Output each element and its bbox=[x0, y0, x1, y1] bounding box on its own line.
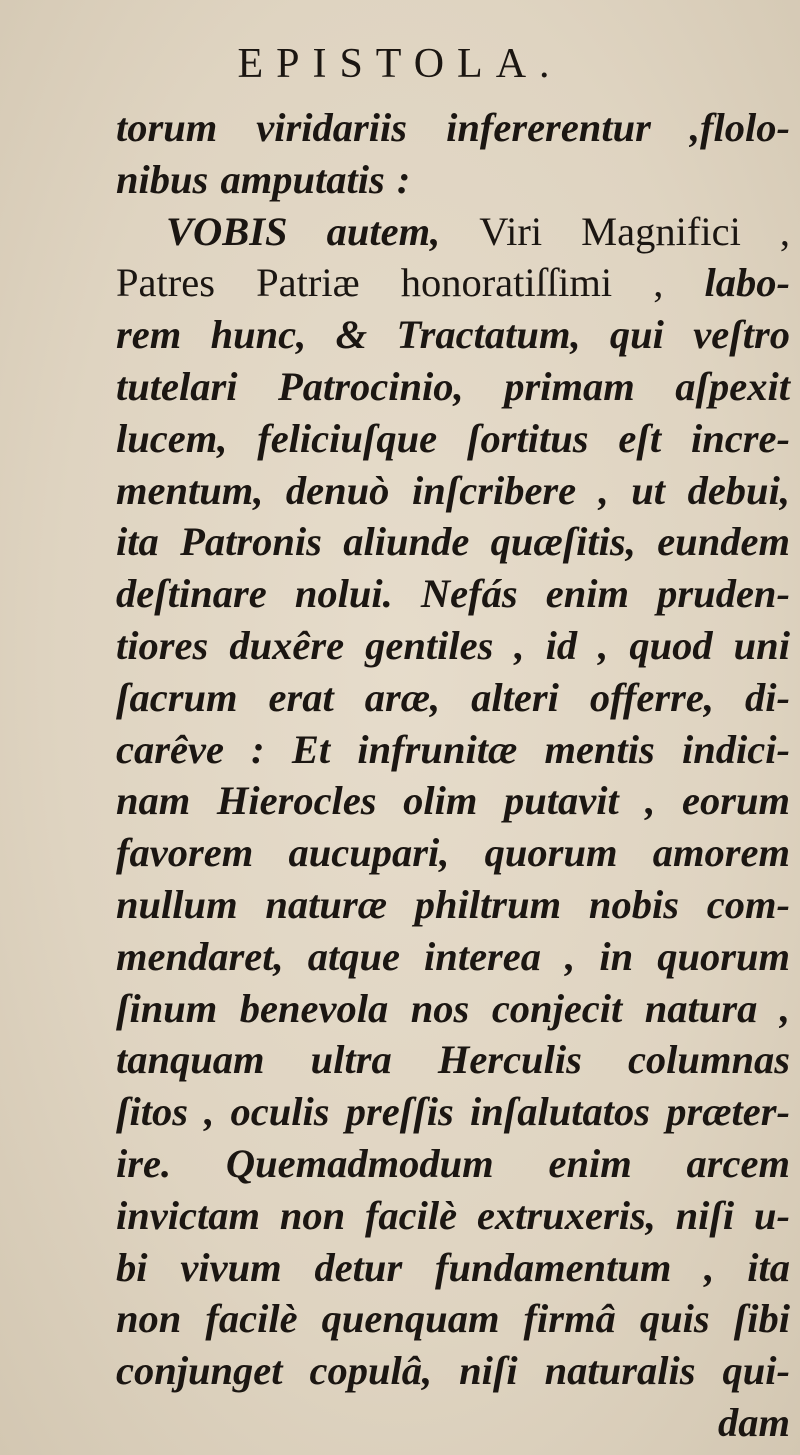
word: ita bbox=[747, 1244, 790, 1290]
word: olim bbox=[403, 778, 478, 824]
word: ſinum bbox=[116, 985, 218, 1031]
word: Quemadmodum bbox=[225, 1140, 494, 1186]
word: enim bbox=[548, 1140, 632, 1186]
word: nobis bbox=[588, 881, 679, 927]
word: gentiles bbox=[365, 622, 494, 668]
word: oculis bbox=[230, 1089, 330, 1135]
word: & bbox=[335, 312, 368, 358]
word: quenquam bbox=[321, 1296, 500, 1342]
word: incre- bbox=[690, 415, 790, 461]
word: , bbox=[704, 1244, 715, 1290]
word: aſpexit bbox=[675, 363, 790, 409]
word: : bbox=[396, 156, 411, 202]
word: qui bbox=[609, 312, 664, 358]
word: mendaret, bbox=[116, 933, 284, 979]
text-line bbox=[116, 931, 790, 983]
word: facilè bbox=[364, 1192, 458, 1238]
word: VOBIS bbox=[166, 208, 288, 254]
word: putavit bbox=[503, 778, 619, 824]
word: inſcribere bbox=[411, 467, 577, 513]
word: natura bbox=[644, 985, 758, 1031]
word: duxêre bbox=[229, 622, 345, 668]
word: non bbox=[116, 1296, 182, 1342]
text-line bbox=[116, 102, 790, 154]
text-line bbox=[116, 724, 790, 776]
word: vivum bbox=[180, 1244, 282, 1290]
word: firmâ bbox=[523, 1296, 616, 1342]
word: atque bbox=[307, 933, 400, 979]
word: erat bbox=[268, 674, 334, 720]
word: torum bbox=[116, 105, 218, 150]
word: infrunitæ bbox=[357, 726, 518, 772]
word: interea bbox=[424, 933, 542, 979]
word: benevola bbox=[239, 985, 389, 1031]
word: di- bbox=[744, 674, 790, 720]
word: debui, bbox=[687, 467, 790, 513]
word: præter- bbox=[666, 1089, 790, 1135]
text-line bbox=[116, 413, 790, 465]
word: ſitos bbox=[116, 1089, 189, 1135]
word: in bbox=[599, 933, 634, 979]
word: nos bbox=[410, 985, 470, 1031]
text-line bbox=[116, 1345, 790, 1397]
word: autem, bbox=[326, 208, 441, 254]
word: preſſis bbox=[345, 1089, 454, 1135]
body-text bbox=[116, 102, 790, 1449]
word: denuò bbox=[285, 467, 390, 513]
word: Nefás bbox=[420, 571, 518, 617]
word: philtrum bbox=[414, 881, 562, 927]
word: alteri bbox=[471, 674, 559, 720]
word: mentum, bbox=[116, 467, 264, 513]
word: Patrocinio, bbox=[278, 363, 464, 409]
word: , bbox=[598, 622, 609, 668]
word: naturæ bbox=[265, 881, 387, 927]
word: qui- bbox=[722, 1348, 790, 1394]
word: offerre, bbox=[589, 674, 714, 720]
word: mentis bbox=[544, 726, 655, 772]
word: arcem bbox=[686, 1140, 790, 1186]
word: facilè bbox=[205, 1296, 298, 1342]
word: carêve bbox=[116, 726, 224, 772]
word: naturalis bbox=[544, 1348, 696, 1394]
word: ſibi bbox=[733, 1296, 790, 1342]
word: tanquam bbox=[116, 1037, 265, 1083]
word: ut bbox=[631, 467, 666, 513]
word: amorem bbox=[652, 830, 790, 876]
text-line bbox=[116, 1242, 790, 1294]
word: ire. bbox=[116, 1140, 172, 1186]
text-line bbox=[116, 1086, 790, 1138]
word: niſi bbox=[459, 1348, 518, 1394]
text-line bbox=[116, 154, 790, 206]
word: deſtinare bbox=[116, 571, 267, 617]
word: conjunget bbox=[116, 1348, 283, 1394]
word: nam bbox=[116, 778, 191, 824]
word: id bbox=[545, 622, 578, 668]
text-line bbox=[116, 516, 790, 568]
word: amputatis bbox=[220, 156, 385, 202]
word: ſacrum bbox=[116, 674, 238, 720]
word: aucupari, bbox=[288, 830, 450, 876]
word: viridariis bbox=[256, 105, 408, 150]
word: inſalutatos bbox=[469, 1089, 651, 1135]
word: , bbox=[653, 260, 664, 306]
word: columnas bbox=[627, 1037, 790, 1083]
text-line bbox=[116, 1190, 790, 1242]
catchword bbox=[116, 1397, 790, 1449]
word: quis bbox=[639, 1296, 710, 1342]
word: Hierocles bbox=[216, 778, 377, 824]
word: Patres bbox=[116, 260, 215, 306]
word: Patriæ bbox=[256, 260, 360, 306]
word: niſi bbox=[675, 1192, 735, 1238]
word: favorem bbox=[116, 830, 254, 876]
word: aræ, bbox=[364, 674, 441, 720]
word: , bbox=[565, 933, 576, 979]
word: conjecit bbox=[491, 985, 623, 1031]
word: ſortitus bbox=[467, 415, 589, 461]
word: tiores bbox=[116, 622, 209, 668]
text-line bbox=[116, 1293, 790, 1345]
word: uni bbox=[733, 622, 790, 668]
word: ita bbox=[116, 519, 159, 565]
word: Viri bbox=[479, 208, 543, 254]
word: invictam bbox=[116, 1192, 260, 1238]
text-line bbox=[116, 1034, 790, 1086]
word: fundamentum bbox=[435, 1244, 672, 1290]
text-line bbox=[116, 361, 790, 413]
word: , bbox=[514, 622, 525, 668]
word: nolui. bbox=[294, 571, 393, 617]
text-line bbox=[116, 983, 790, 1035]
text-line bbox=[116, 309, 790, 361]
word: : bbox=[251, 726, 265, 772]
text-line bbox=[116, 879, 790, 931]
word: detur bbox=[314, 1244, 403, 1290]
word: pruden- bbox=[657, 571, 790, 617]
word: quorum bbox=[484, 830, 618, 876]
word: eſt bbox=[618, 415, 662, 461]
word: veſtro bbox=[693, 312, 790, 358]
word: lucem, bbox=[116, 415, 228, 461]
text-line bbox=[116, 206, 790, 258]
word: eorum bbox=[681, 778, 790, 824]
word: hunc, bbox=[210, 312, 307, 358]
word: aliunde bbox=[343, 519, 470, 565]
word: infererentur bbox=[446, 105, 651, 150]
word: Magnifici bbox=[581, 208, 741, 254]
text-line bbox=[116, 620, 790, 672]
word: u- bbox=[753, 1192, 790, 1238]
word: , bbox=[779, 208, 790, 254]
word: non bbox=[279, 1192, 346, 1238]
word: enim bbox=[545, 571, 630, 617]
word: , bbox=[645, 778, 656, 824]
word: primam bbox=[504, 363, 635, 409]
word: Et bbox=[291, 726, 331, 772]
word: tutelari bbox=[116, 363, 238, 409]
text-line bbox=[116, 257, 790, 309]
word: Herculis bbox=[437, 1037, 582, 1083]
word: Patronis bbox=[180, 519, 322, 565]
word: , bbox=[779, 985, 790, 1031]
word: , bbox=[598, 467, 609, 513]
word: ,flolo- bbox=[689, 105, 790, 150]
text-line bbox=[116, 465, 790, 517]
text-line bbox=[116, 672, 790, 724]
word: indici- bbox=[681, 726, 790, 772]
word: , bbox=[204, 1089, 215, 1135]
text-line bbox=[116, 568, 790, 620]
word: nullum bbox=[116, 881, 238, 927]
word: rem bbox=[116, 312, 182, 358]
word: nibus bbox=[116, 156, 209, 202]
word: quorum bbox=[657, 933, 790, 979]
word: bi bbox=[116, 1244, 148, 1290]
word: extruxeris, bbox=[476, 1192, 656, 1238]
word: dam bbox=[717, 1399, 790, 1445]
word: quod bbox=[629, 622, 713, 668]
word: Tractatum, bbox=[396, 312, 581, 358]
text-line bbox=[116, 775, 790, 827]
running-head: EPISTOLA. bbox=[237, 41, 563, 87]
word: feliciuſque bbox=[257, 415, 438, 461]
word: copulâ, bbox=[309, 1348, 433, 1394]
text-line bbox=[116, 827, 790, 879]
word: honoratiſſimi bbox=[400, 260, 613, 306]
word: com- bbox=[706, 881, 790, 927]
word: ultra bbox=[310, 1037, 392, 1083]
word: eundem bbox=[657, 519, 790, 565]
text-line bbox=[116, 1138, 790, 1190]
word: quæſitis, bbox=[490, 519, 636, 565]
word: labo- bbox=[704, 260, 790, 306]
